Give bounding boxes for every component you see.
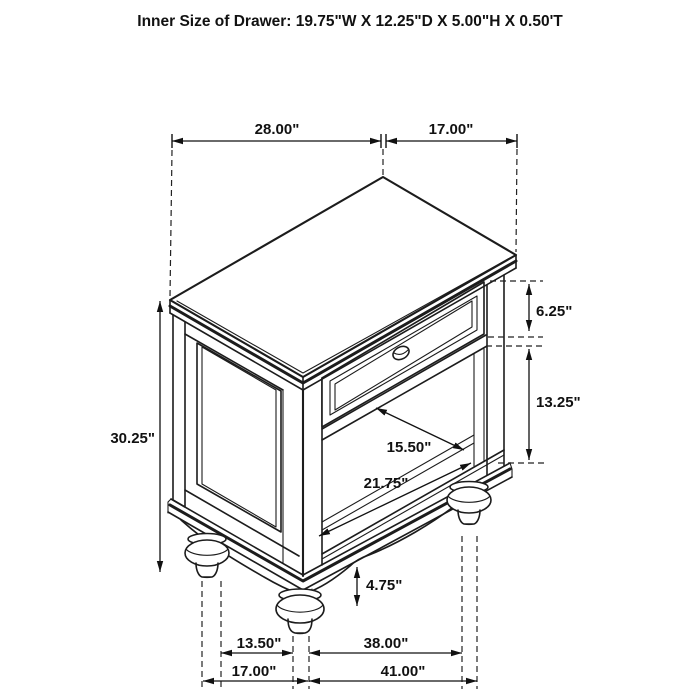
dim-top-width [172,121,381,148]
page-title: Inner Size of Drawer: 19.75"W X 12.25"D X 5.00"H X 0.50'T [137,13,563,30]
dim-label-top-width: 28.00" [254,121,300,138]
nightstand-drawing [168,177,516,634]
dim-opening-height [529,349,581,460]
dim-floor-clearance [357,567,402,606]
dim-label-floor-clearance: 4.75" [366,577,403,594]
left-side-panel [185,334,299,563]
dim-label-leg-spacing-width: 38.00" [363,635,409,652]
dim-label-leg-spacing-depth: 13.50" [236,635,282,652]
dim-label-shelf-width: 21.75" [363,475,409,492]
front-center-leg [276,589,324,634]
dim-base-depth [203,663,308,681]
dim-label-top-depth: 17.00" [428,121,474,138]
dim-leg-spacing-width [309,635,462,653]
dim-label-shelf-depth: 15.50" [386,439,432,456]
right-leg [447,482,491,525]
dim-base-width [309,663,477,681]
dim-overall-height [110,301,160,572]
left-rear-stile [173,315,185,507]
dim-drawer-height [529,284,572,331]
dim-label-overall-height: 30.25" [110,430,155,447]
dim-label-base-width: 41.00" [380,663,426,680]
dim-label-base-depth: 17.00" [231,663,277,680]
dim-leg-spacing-depth [221,635,293,653]
right-corner-post [487,275,504,475]
left-front-leg [185,534,229,578]
dim-top-depth [386,121,517,148]
dim-label-drawer-height: 6.25" [536,303,573,320]
dim-label-opening-height: 13.25" [536,394,581,411]
front-corner-post [303,378,322,576]
